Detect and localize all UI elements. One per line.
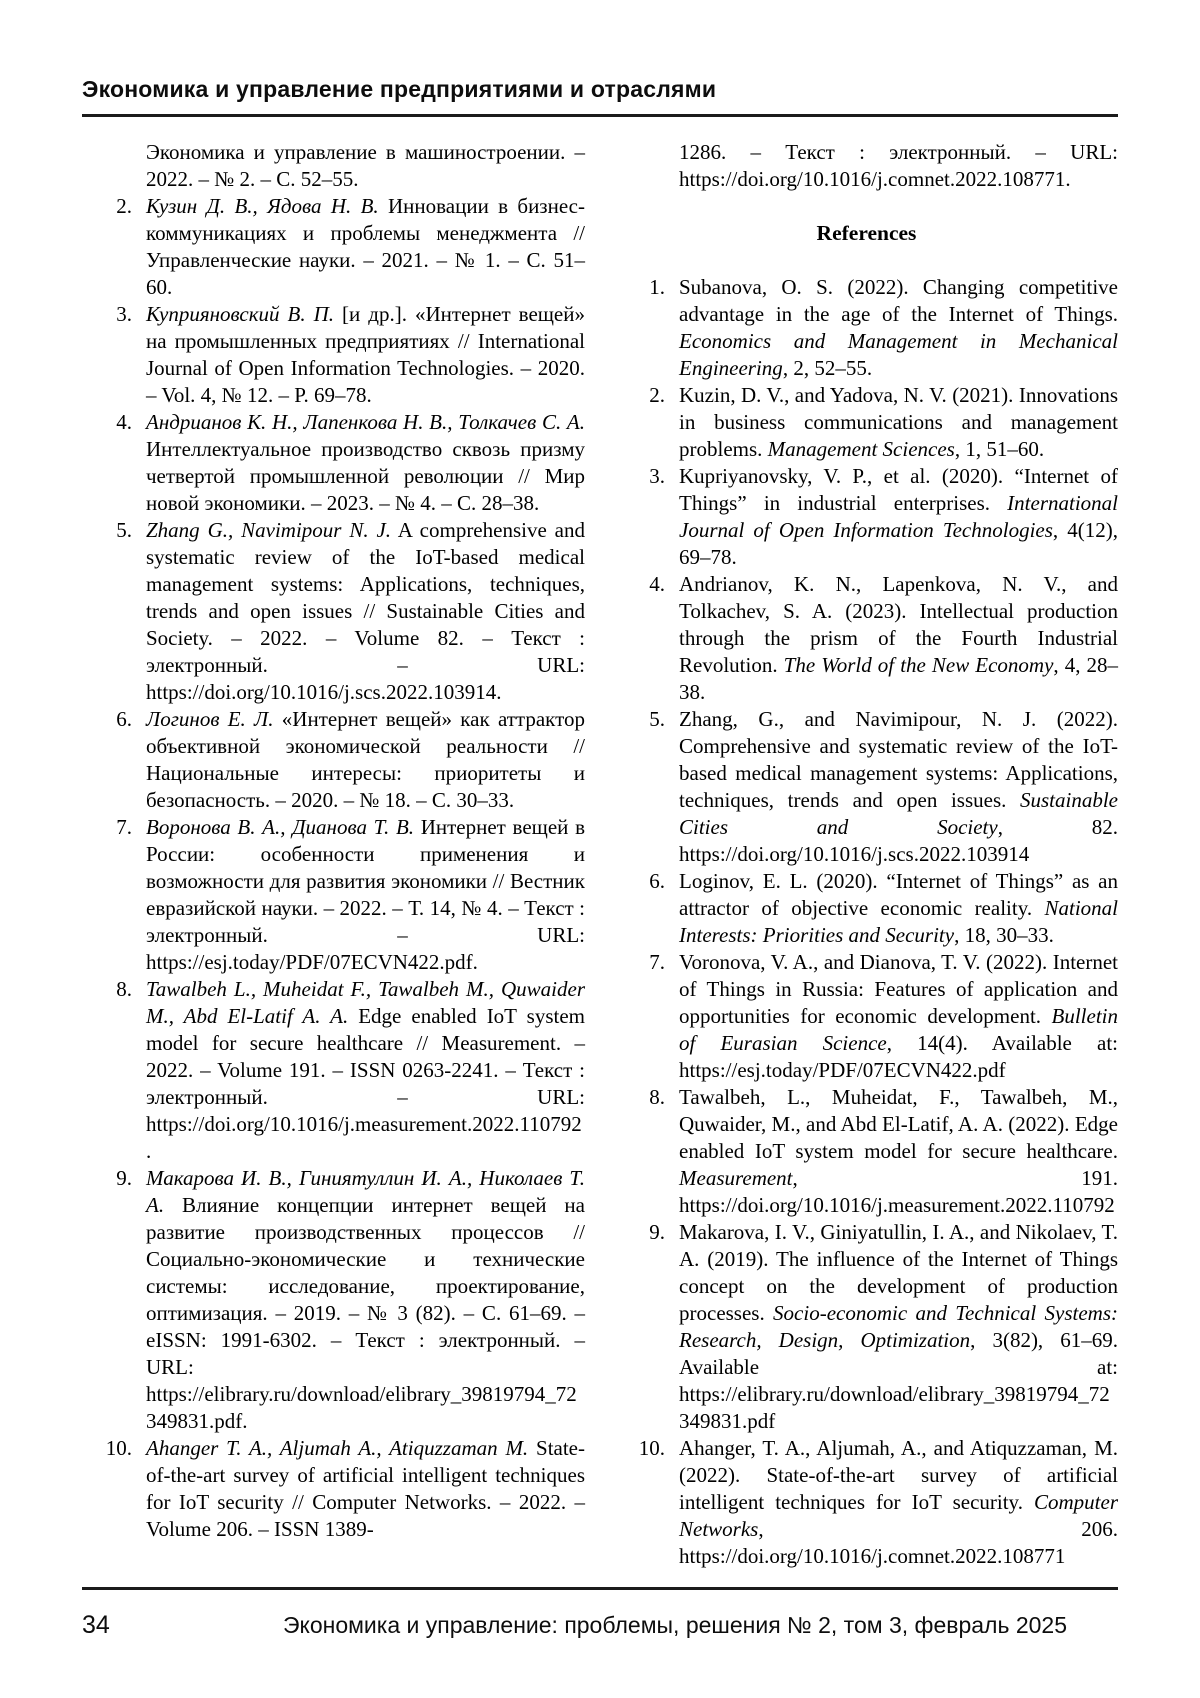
reference-item bbox=[615, 571, 1118, 706]
reference-text: , 4(12), 69–78. bbox=[679, 518, 1118, 569]
reference-item bbox=[82, 1165, 585, 1435]
reference-text: Subanova, O. S. (2022). Changing competitive advantage in the age of the Internet of Things. bbox=[679, 275, 1118, 326]
reference-text-italic: The World of the New Economy bbox=[783, 653, 1054, 677]
reference-text-italic: International Journal of Open Information Technologies bbox=[679, 491, 1118, 542]
reference-text: Интернет вещей в России: особенности применения и возможности для развития экономики // Вестник евразийской науки. – 2022. – Т. 14, № 4. – Текст : электронный. – URL: https://esj.today/PDF/07ECVN422.pdf. bbox=[146, 815, 585, 974]
reference-number: 10. bbox=[638, 1436, 665, 1460]
reference-item bbox=[82, 1435, 585, 1543]
reference-text-italic: Measurement bbox=[679, 1166, 793, 1190]
footer-rule bbox=[82, 1587, 1118, 1590]
reference-text-italic: Management Sciences bbox=[767, 437, 955, 461]
reference-item bbox=[82, 706, 585, 814]
reference-text: , 2, 52–55. bbox=[782, 356, 873, 380]
reference-number: 10. bbox=[105, 1436, 132, 1460]
page-footer bbox=[82, 1576, 1118, 1640]
reference-text: Ahanger, T. A., Aljumah, A., and Atiquzzaman, M. (2022). State-of-the-art survey of artificial intelligent techniques for IoT security. bbox=[679, 1436, 1118, 1514]
reference-text: «Интернет вещей» как аттрактор объективной экономической реальности // Национальные интересы: приоритеты и безопасность. – 2020. – № 18. – С. 30–33. bbox=[146, 707, 585, 812]
reference-text: Kupriyanovsky, V. P., et al. (2020). “Internet of Things” in industrial enterprises. bbox=[679, 464, 1118, 515]
references-heading: References bbox=[816, 221, 917, 245]
reference-text-italic: Bulletin of Eurasian Science bbox=[679, 1004, 1118, 1055]
reference-text: , 82. https://doi.org/10.1016/j.scs.2022.103914 bbox=[679, 815, 1119, 866]
section-title: Экономика и управление предприятиями и отраслями bbox=[82, 76, 717, 102]
reference-text: , 206. https://doi.org/10.1016/j.comnet.2022.108771 bbox=[679, 1517, 1118, 1568]
reference-item bbox=[615, 1435, 1118, 1570]
reference-item bbox=[615, 949, 1118, 1084]
reference-number: 5. bbox=[649, 707, 665, 731]
reference-item bbox=[82, 814, 585, 976]
reference-text-italic: Куприяновский В. П. bbox=[146, 302, 335, 326]
reference-text: , 14(4). Available at: https://esj.today/PDF/07ECVN422.pdf bbox=[679, 1031, 1118, 1082]
reference-number: 2. bbox=[116, 194, 132, 218]
reference-text-italic: Sustainable Cities and Society bbox=[679, 788, 1118, 839]
reference-number: 3. bbox=[116, 302, 132, 326]
reference-text-italic: Economics and Management in Mechanical Engineering bbox=[679, 329, 1118, 380]
reference-text-italic: Воронова В. А., Дианова Т. В. bbox=[146, 815, 415, 839]
reference-item bbox=[615, 382, 1118, 463]
reference-text-italic: Socio-economic and Technical Systems: Research, Design, Optimization bbox=[679, 1301, 1118, 1352]
references-english-list bbox=[615, 274, 1118, 1570]
footer-row bbox=[82, 1611, 1118, 1640]
reference-number: 7. bbox=[649, 950, 665, 974]
reference-text: Edge enabled IoT system model for secure healthcare // Measurement. – 2022. – Volume 191. – ISSN 0263-2241. – Текст : электронный. – URL: https://doi.org/10.1016/j.measurement.2022.110792. bbox=[146, 1004, 585, 1163]
reference-text-italic: Tawalbeh L., Muheidat F., Tawalbeh M., Quwaider M., Abd El-Latif A. A. bbox=[146, 977, 585, 1028]
reference-item bbox=[615, 274, 1118, 382]
reference-text: Zhang, G., and Navimipour, N. J. (2022). Comprehensive and systematic review of the IoT-based medical management systems: Applications, techniques, trends and open issues. bbox=[679, 707, 1118, 812]
header-rule bbox=[82, 114, 1118, 117]
running-header bbox=[82, 76, 1118, 117]
reference-text: Влияние концепции интернет вещей на развитие производственных процессов // Социально-экономические и технические системы: исследование, проектирование, оптимизация. – 2019. – № 3 (82). – С. 61–69. – eISSN: 1991-6302. – Текст : электронный. – URL: https://elibrary.ru/download/elibrary_39819794_72349831.pdf. bbox=[146, 1193, 585, 1433]
reference-text: Voronova, V. A., and Dianova, T. V. (2022). Internet of Things in Russia: Features of application and opportunities for economic development. bbox=[679, 950, 1118, 1028]
reference-text: [и др.]. «Интернет вещей» на промышленных предприятиях // International Journal of Open Information Technologies. – 2020. – Vol. 4, № 12. – P. 69–78. bbox=[146, 302, 585, 407]
reference-number: 6. bbox=[649, 869, 665, 893]
reference-number: 5. bbox=[116, 518, 132, 542]
page-number: 34 bbox=[82, 1611, 110, 1639]
reference-text-italic: Логинов Е. Л. bbox=[146, 707, 274, 731]
reference-number: 9. bbox=[116, 1166, 132, 1190]
reference-text: State-of-the-art survey of artificial intelligent techniques for IoT security // Computer Networks. – 2022. – Volume 206. – ISSN 1389- bbox=[146, 1436, 585, 1541]
reference-number: 4. bbox=[649, 572, 665, 596]
reference-text: , 1, 51–60. bbox=[954, 437, 1045, 461]
reference-text: A comprehensive and systematic review of the IoT-based medical management systems: Applications, techniques, trends and open issues // Sustainable Cities and Society. – 2022. – Volume 82. – Текст : электронный. – URL: https://doi.org/10.1016/j.scs.2022.103914. bbox=[146, 518, 585, 704]
journal-citation-line: Экономика и управление: проблемы, решения № 2, том 3, февраль 2025 bbox=[282, 1612, 1068, 1638]
reference-text-italic: Макарова И. В., Гиниятуллин И. А., Николаев Т. А. bbox=[146, 1166, 585, 1217]
reference-number: 8. bbox=[116, 977, 132, 1001]
reference-text: Экономика и управление в машиностроении. – 2022. – № 2. – С. 52–55. bbox=[146, 140, 585, 191]
reference-text: Loginov, E. L. (2020). “Internet of Things” as an attractor of objective economic reality. bbox=[679, 869, 1118, 920]
reference-text: , 18, 30–33. bbox=[954, 923, 1054, 947]
references-russian-list bbox=[82, 193, 585, 1543]
left-column bbox=[82, 139, 585, 1570]
reference-text: Интеллектуальное производство сквозь призму четвертой промышленной революции // Мир новой экономики. – 2023. – № 4. – С. 28–38. bbox=[146, 437, 585, 515]
reference-text: , 191. https://doi.org/10.1016/j.measurement.2022.110792 bbox=[679, 1166, 1118, 1217]
reference-carryover-en bbox=[615, 139, 1118, 193]
reference-carryover-ru bbox=[82, 139, 585, 193]
reference-item bbox=[82, 976, 585, 1165]
reference-number: 9. bbox=[649, 1220, 665, 1244]
reference-number: 6. bbox=[116, 707, 132, 731]
reference-item bbox=[615, 706, 1118, 868]
reference-item bbox=[82, 409, 585, 517]
reference-item bbox=[82, 301, 585, 409]
reference-item bbox=[615, 1084, 1118, 1219]
reference-text: 1286. – Текст : электронный. – URL: https://doi.org/10.1016/j.comnet.2022.108771. bbox=[679, 140, 1118, 191]
reference-number: 3. bbox=[649, 464, 665, 488]
reference-item bbox=[615, 463, 1118, 571]
reference-item bbox=[82, 517, 585, 706]
reference-text: Andrianov, K. N., Lapenkova, N. V., and Tolkachev, S. A. (2023). Intellectual production through the prism of the Fourth Industrial Revolution. bbox=[679, 572, 1118, 677]
reference-text: , 4, 28–38. bbox=[679, 653, 1118, 704]
reference-number: 1. bbox=[649, 275, 665, 299]
reference-text: Makarova, I. V., Giniyatullin, I. A., and Nikolaev, T. A. (2019). The influence of the Internet of Things concept on the development of production processes. bbox=[679, 1220, 1118, 1325]
reference-text: Kuzin, D. V., and Yadova, N. V. (2021). Innovations in business communications and management problems. bbox=[679, 383, 1118, 461]
reference-text-italic: Zhang G., Navimipour N. J. bbox=[146, 518, 392, 542]
right-column bbox=[615, 139, 1118, 1570]
two-column-text bbox=[82, 139, 1118, 1570]
reference-number: 2. bbox=[649, 383, 665, 407]
reference-item bbox=[615, 1219, 1118, 1435]
reference-item bbox=[82, 193, 585, 301]
reference-text-italic: Кузин Д. В., Ядова Н. В. bbox=[146, 194, 379, 218]
reference-text-italic: Computer Networks bbox=[679, 1490, 1118, 1541]
reference-text-italic: National Interests: Priorities and Security bbox=[679, 896, 1118, 947]
reference-number: 8. bbox=[649, 1085, 665, 1109]
reference-text: Инновации в бизнес-коммуникациях и проблемы менеджмента // Управленческие науки. – 2021. – № 1. – С. 51–60. bbox=[146, 194, 585, 299]
reference-item bbox=[615, 868, 1118, 949]
reference-text-italic: Ahanger T. A., Aljumah A., Atiquzzaman M. bbox=[146, 1436, 529, 1460]
reference-text: , 3(82), 61–69. Available at: https://elibrary.ru/download/elibrary_39819794_72349831.pdf bbox=[679, 1328, 1118, 1433]
reference-text: Tawalbeh, L., Muheidat, F., Tawalbeh, M., Quwaider, M., and Abd El-Latif, A. A. (2022). Edge enabled IoT system model for secure healthcare. bbox=[679, 1085, 1118, 1163]
reference-number: 4. bbox=[116, 410, 132, 434]
reference-number: 7. bbox=[116, 815, 132, 839]
reference-text-italic: Андрианов К. Н., Лапенкова Н. В., Толкачев С. А. bbox=[146, 410, 585, 434]
